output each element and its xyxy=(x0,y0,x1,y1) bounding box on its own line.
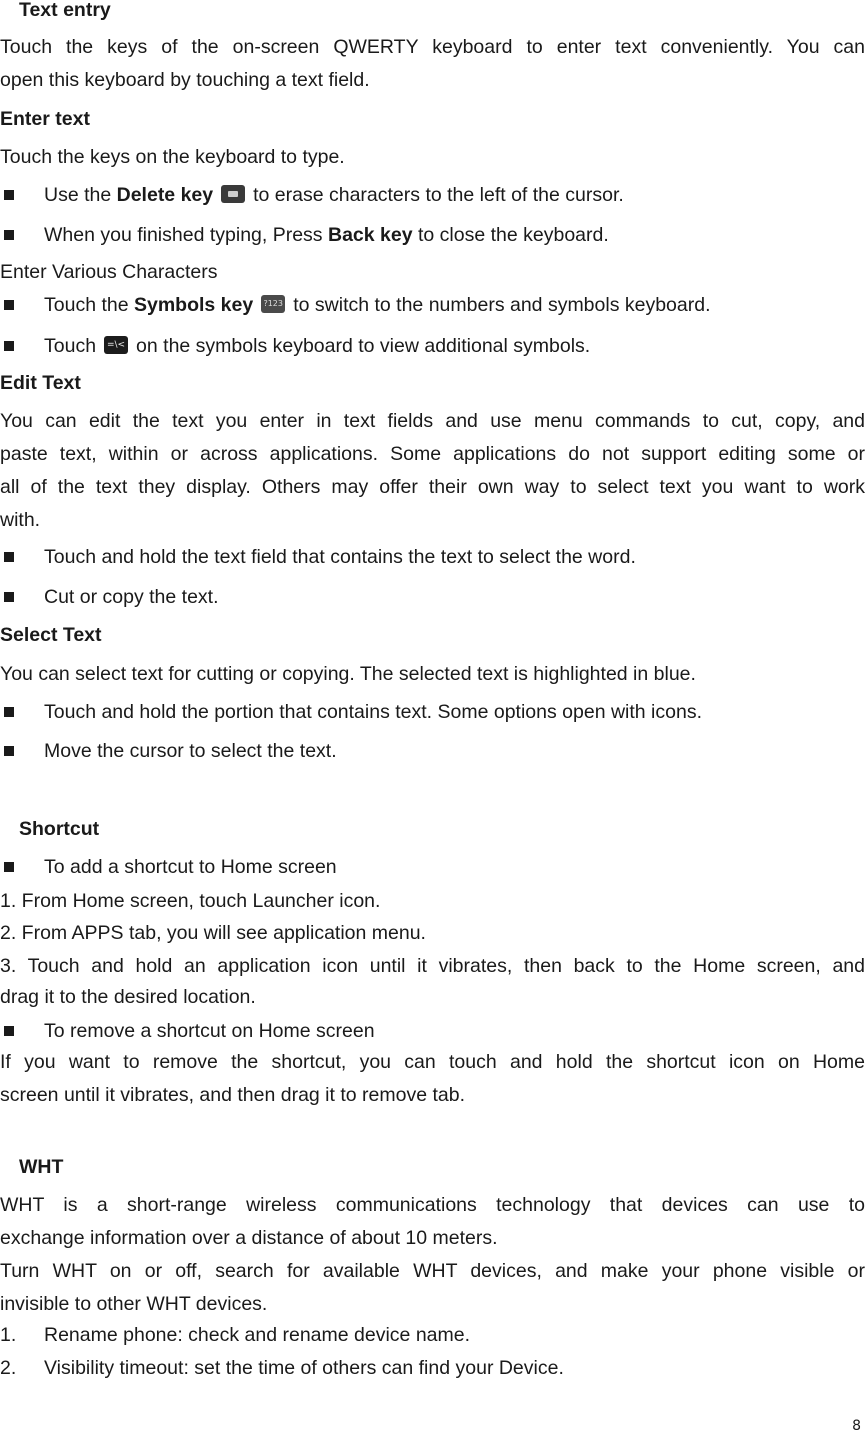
shortcut-heading: Shortcut xyxy=(19,818,100,840)
shortcut-step-3-line-1: 3. Touch and hold an application icon until it vibrates, then back to the Home screen, and xyxy=(0,955,865,977)
wht-item-2 xyxy=(0,1356,865,1380)
list-number: 1. xyxy=(0,1324,17,1346)
bullet-text: When you finished typing, Press xyxy=(44,224,328,246)
select-text-heading: Select Text xyxy=(0,624,102,646)
bullet-text: Touch and hold the portion that contains text. Some options open with icons. xyxy=(44,701,703,723)
symbols-key-label: Symbols key xyxy=(133,294,254,316)
text-entry-intro-line-2: open this keyboard by touching a text field. xyxy=(0,69,370,91)
back-key-label: Back key xyxy=(327,224,413,246)
delete-key-icon xyxy=(221,185,245,203)
bullet-square-icon xyxy=(4,552,14,562)
edit-text-body-line-3: all of the text they display. Others may offer their own way to select text you want to work xyxy=(0,476,865,498)
bullet-text: Move the cursor to select the text. xyxy=(44,740,337,762)
wht-body-line-3: Turn WHT on or off, search for available WHT devices, and make your phone visible or xyxy=(0,1260,865,1282)
bullet-square-icon xyxy=(4,862,14,872)
bullet-text: to erase characters to the left of the cursor. xyxy=(253,184,624,206)
list-number: 2. xyxy=(0,1357,17,1379)
edit-text-body-line-2: paste text, within or across applications. Some applications do not support editing some or xyxy=(0,443,865,465)
wht-body-line-2: exchange information over a distance of about 10 meters. xyxy=(0,1227,498,1249)
edit-text-heading: Edit Text xyxy=(0,372,81,394)
delete-key-label: Delete key xyxy=(116,184,214,206)
bullet-square-icon xyxy=(4,592,14,602)
alt-symbols-key-icon: =\< xyxy=(104,336,128,354)
bullet-text: to switch to the numbers and symbols keyboard. xyxy=(293,294,711,316)
bullet-square-icon xyxy=(4,707,14,717)
bullet-square-icon xyxy=(4,230,14,240)
bullet-text: on the symbols keyboard to view additional symbols. xyxy=(136,335,591,357)
bullet-text: To add a shortcut to Home screen xyxy=(44,856,337,878)
shortcut-step-1: 1. From Home screen, touch Launcher icon. xyxy=(0,890,381,912)
symbols-key-icon: ?123 xyxy=(261,295,285,313)
enter-text-body: Touch the keys on the keyboard to type. xyxy=(0,146,345,168)
edit-text-body-line-4: with. xyxy=(0,509,41,531)
bullet-square-icon xyxy=(4,300,14,310)
bullet-text: to close the keyboard. xyxy=(412,224,609,246)
text-entry-intro-line-1: Touch the keys of the on-screen QWERTY keyboard to enter text conveniently. You can xyxy=(0,36,865,58)
bullet-text: Touch the xyxy=(44,294,134,316)
bullet-square-icon xyxy=(4,1026,14,1036)
wht-body-line-1: WHT is a short-range wireless communications technology that devices can use to xyxy=(0,1194,865,1216)
wht-item-1 xyxy=(0,1323,865,1347)
page-number: 8 xyxy=(852,1418,861,1434)
shortcut-remove-line-1: If you want to remove the shortcut, you can touch and hold the shortcut icon on Home xyxy=(0,1051,865,1073)
list-item-text: Visibility timeout: set the time of others can find your Device. xyxy=(44,1357,564,1379)
wht-body-line-4: invisible to other WHT devices. xyxy=(0,1293,268,1315)
shortcut-remove-line-2: screen until it vibrates, and then drag it to remove tab. xyxy=(0,1084,466,1106)
text-entry-heading: Text entry xyxy=(19,0,111,21)
shortcut-step-3-line-2: drag it to the desired location. xyxy=(0,986,256,1008)
enter-text-heading: Enter text xyxy=(0,108,90,130)
wht-heading: WHT xyxy=(19,1156,64,1178)
bullet-text: To remove a shortcut on Home screen xyxy=(44,1020,375,1042)
various-characters-heading: Enter Various Characters xyxy=(0,261,218,283)
list-item-text: Rename phone: check and rename device name. xyxy=(44,1324,471,1346)
bullet-text: Touch xyxy=(44,335,97,357)
select-text-body: You can select text for cutting or copying. The selected text is highlighted in blue. xyxy=(0,663,696,685)
bullet-square-icon xyxy=(4,746,14,756)
bullet-square-icon xyxy=(4,190,14,200)
bullet-text: Cut or copy the text. xyxy=(44,586,219,608)
edit-text-body-line-1: You can edit the text you enter in text fields and use menu commands to cut, copy, and xyxy=(0,410,865,432)
bullet-square-icon xyxy=(4,341,14,351)
bullet-text: Touch and hold the text field that contains the text to select the word. xyxy=(44,546,636,568)
shortcut-step-2: 2. From APPS tab, you will see application menu. xyxy=(0,922,426,944)
bullet-text: Use the xyxy=(44,184,117,206)
